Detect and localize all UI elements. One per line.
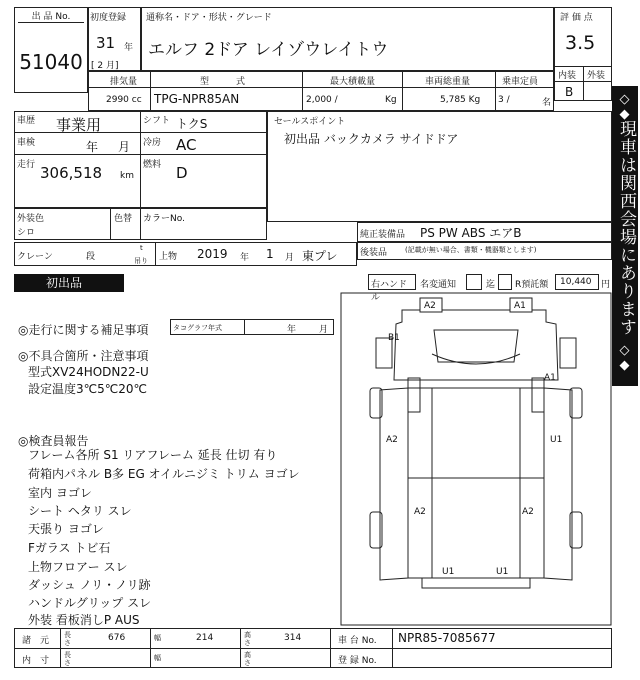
listing-month: 1 [266,247,274,261]
damage-mark: U1 [550,435,563,445]
specs-label-line [88,87,554,88]
check-mark: 迄 [486,280,496,290]
inner-label: 内 寸 [22,656,50,666]
color-no-label: 色替 [114,214,133,224]
inspector-line: フレーム各所 S1 リアフレーム 延長 仕切 有り [28,448,278,462]
height-label: 高さ [244,651,251,667]
divider [402,71,403,111]
divider [583,66,584,101]
right-hand-drive: 右ハンドル [368,274,416,290]
color-no2-label: カラーNo. [143,214,185,224]
side-panel-right [544,388,572,580]
banner-arrows-top: ◇◆ [617,92,632,122]
length: 676 [108,633,126,643]
fuel: D [176,164,188,182]
score-label: 評 価 点 [560,13,593,23]
side-panel-left [380,388,408,580]
divider [140,208,141,240]
damage-mark: U1 [496,567,509,577]
crane-t: t [140,244,143,252]
shift: トクS [176,117,208,131]
rear-bumper [422,578,530,588]
dims-label: 諸 元 [22,636,50,646]
inspection-month: 月 [118,140,131,154]
sales-point-box [267,111,612,222]
interior-grade: B [565,85,574,99]
truck-damage-diagram [340,292,612,626]
fuel-label: 燃料 [143,160,162,170]
length-label: 長さ [64,631,71,647]
inspector-line: ダッシュ ノリ・ノリ跡 [28,578,151,592]
windshield [434,330,518,362]
divider [150,628,151,668]
banner-text: 現車は関西会場にあります [616,120,636,336]
width-label: 幅 [154,654,161,662]
first-reg-label: 初度登録 [90,13,127,23]
max-load-label: 最大積載量 [330,77,376,87]
model-code: TPG-NPR85AN [154,92,240,106]
damage-mark: A2 [414,507,426,517]
tacho-label: タコグラフ年式 [173,324,222,332]
inspection-label: 車検 [17,138,36,148]
tacho-month: 月 [319,325,329,335]
type-label: 型 式 [200,77,246,87]
width-label: 幅 [154,634,161,642]
inspector-line: 室内 ヨゴレ [28,486,92,500]
divider [244,319,245,335]
gvw: 5,785 Kg [440,95,481,105]
genuine-label: 純正装備品 [360,230,406,240]
reg-year-unit: 年 [124,43,134,53]
capacity: 3 / [498,95,510,105]
diagram-frame [341,293,611,625]
reg-month: [ 2 月] [91,61,119,71]
crane-stage: 段 [86,252,96,262]
capacity-unit: 名 [542,98,552,108]
listing-year: 2019 [197,247,228,261]
door-right [532,378,544,412]
capacity-label: 乗車定員 [502,77,539,87]
mileage-unit: km [120,171,134,181]
name-change-label: 名変通知 [420,280,457,290]
aftermarket-note: (記載が無い場合、書類・機器類とします) [405,246,537,254]
damage-mark: B1 [388,333,400,343]
name-change-box [466,274,482,290]
banner-arrows-bottom: ◇◆ [617,343,632,373]
divider [330,628,331,668]
footer-row-line [14,648,612,649]
mileage: 306,518 [40,164,103,182]
interior-label: 内装 [558,71,577,81]
height: 314 [284,633,302,643]
genuine: PS PW ABS エアB [420,226,522,240]
car-name: エルフ 2ドア レイゾウレイトウ [148,40,389,60]
exterior-label: 外装 [587,71,606,81]
sales-point: 初出品 バックカメラ サイドドア [284,132,459,146]
damage-mark: A2 [386,435,398,445]
divider [495,71,496,111]
deposit-unit: 円 [601,280,611,290]
cargo-box [408,388,544,578]
crane-label: クレーン [17,252,53,262]
inspector-line: ハンドルグリップ スレ [28,596,152,610]
history-label: 車歴 [17,116,36,126]
divider [60,628,61,668]
inspector-line: 外装 看板消しP AUS [28,613,140,627]
lot-label: 出 品 No. [18,9,84,23]
divider [110,208,111,240]
chassis-number: NPR85-7085677 [398,631,496,645]
inspection-year: 年 [86,140,99,154]
gvw-label: 車両総重量 [425,77,471,87]
history: 事業用 [56,116,102,134]
defect-line: 設定温度3℃5℃20℃ [28,382,147,396]
divider [392,628,393,668]
divider [302,71,303,111]
driving-title: ◎走行に関する補足事項 [18,323,149,337]
score-value: 3.5 [565,32,596,54]
reg-label: 登 録 No. [338,656,377,666]
inspector-line: 天張り ヨゴレ [28,522,104,536]
damage-mark: A2 [522,507,534,517]
max-load-unit: Kg [385,95,397,105]
door-left [408,378,420,412]
inspector-title: ◎検査員報告 [18,434,89,448]
width: 214 [196,633,214,643]
tacho-year: 年 [287,325,297,335]
details-col-line [140,111,141,208]
ac-label: 冷房 [143,138,162,148]
listing-maker: 東プレ [302,249,338,263]
damage-mark: U1 [442,567,455,577]
sales-point-label: セールスポイント [274,117,346,127]
defect-line: 型式XV24HODN22-U [28,365,149,379]
lot-number: 51040 [19,50,83,74]
defects-title: ◎不具合箇所・注意事項 [18,349,149,363]
ext-color-label: 外装色 [17,214,45,224]
inspector-line: シート ヘタリ スレ [28,504,132,518]
displacement-label: 排気量 [110,77,138,87]
listing-year-unit: 年 [240,253,250,263]
check-box [498,274,512,290]
shift-label: シフト [143,116,171,126]
mileage-label: 走行 [17,160,36,170]
aftermarket-label: 後装品 [360,248,388,258]
damage-mark: A1 [544,373,556,383]
crane-hang: 吊り [134,257,148,265]
divider [150,71,151,111]
listing-label: 上物 [159,252,178,262]
damage-mark: A1 [514,301,526,311]
inspector-line: 上物フロアー スレ [28,560,128,574]
max-load: 2,000 / [306,95,338,105]
inspector-line: 荷箱内パネル B多 EG オイルニジミ トリム ヨゴレ [28,467,300,481]
displacement: 2990 cc [106,95,142,105]
ac: AC [176,136,197,154]
reg-year: 31 [96,34,116,52]
chassis-label: 車 台 No. [338,636,377,646]
deposit: 10,440 [555,274,599,290]
listing-month-unit: 月 [285,253,295,263]
r-inspection-label: R預託額 [515,280,549,290]
height-label: 高さ [244,631,251,647]
inspector-line: Fガラス トビ石 [28,541,111,555]
damage-mark: A2 [424,301,436,311]
divider [155,242,156,266]
cab-outline [394,310,558,380]
length-label: 長さ [64,651,71,667]
mirror-right [560,338,576,368]
model-label: 通称名・ドア・形状・グレード [146,13,272,23]
ext-color: シロ [17,228,36,238]
divider [240,628,241,668]
first-listing-badge: 初出品 [14,274,124,292]
